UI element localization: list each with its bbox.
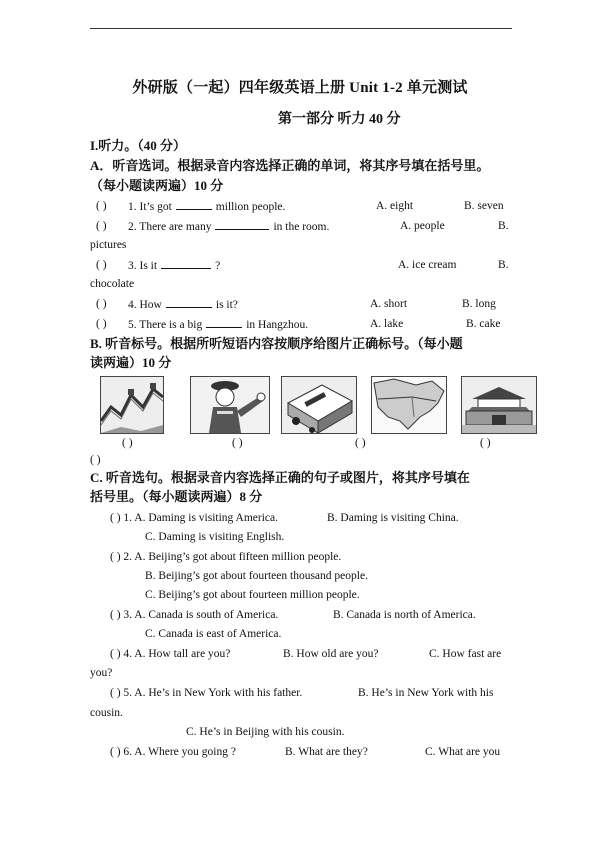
section-c-instruction-2: 括号里。（每小题读两遍）8 分 <box>90 489 263 504</box>
c3-option-b: B. Canada is north of America. <box>333 609 476 621</box>
a3-question <box>128 258 220 273</box>
c5-option-c: C. He’s in Beijing with his cousin. <box>186 726 345 738</box>
a1-pre: 1. It’s got <box>128 201 172 213</box>
a5-option-a: A. lake <box>370 318 404 330</box>
header-rule <box>90 28 512 29</box>
b-paren-5[interactable]: ( ) <box>90 454 101 466</box>
a4-option-b: B. long <box>462 298 496 310</box>
c6-option-b: B. What are they? <box>285 746 368 758</box>
police-officer-image <box>190 376 270 434</box>
a5-option-b: B. cake <box>466 318 501 330</box>
b-paren-3[interactable]: ( ) <box>355 437 366 449</box>
a4-question <box>128 297 238 312</box>
section-c-instruction-1: C. 听音选句。根据录音内容选择正确的句子或图片，将其序号填在 <box>90 470 470 485</box>
a4-paren[interactable]: ( ) <box>96 298 107 310</box>
a3-post: ? <box>215 260 221 272</box>
a4-option-a: A. short <box>370 298 408 310</box>
c2-option-a[interactable]: ( ) 2. A. Beijing’s got about fifteen million people. <box>110 551 342 563</box>
a2-post: in the room. <box>273 221 330 233</box>
c2-option-c: C. Beijing’s got about fourteen million people. <box>145 589 360 601</box>
a1-option-b: B. seven <box>464 200 504 212</box>
c1-option-b: B. Daming is visiting China. <box>327 512 459 524</box>
great-wall-image <box>100 376 164 434</box>
a3-paren[interactable]: ( ) <box>96 259 107 271</box>
c1-option-c: C. Daming is visiting English. <box>145 531 285 543</box>
a4-blank[interactable] <box>166 297 212 308</box>
c1-option-a[interactable]: ( ) 1. A. Daming is visiting America. <box>110 512 279 524</box>
a3-option-a: A. ice cream <box>398 259 457 271</box>
c5-option-a[interactable]: ( ) 5. A. He’s in New York with his father. <box>110 687 303 699</box>
a2-blank[interactable] <box>215 219 269 230</box>
c4-option-c-wrap: you? <box>90 667 113 679</box>
a1-paren[interactable]: ( ) <box>96 200 107 212</box>
tiananmen-image <box>461 376 537 434</box>
a1-option-a: A. eight <box>376 200 414 212</box>
c5-option-b: B. He’s in New York with his <box>358 687 494 699</box>
a3-option-b: B. <box>498 259 509 271</box>
a2-paren[interactable]: ( ) <box>96 220 107 232</box>
c6-option-c: C. What are you <box>425 746 501 758</box>
bus-image <box>281 376 357 434</box>
a2-question <box>128 219 329 234</box>
a1-blank[interactable] <box>176 199 212 210</box>
a2-option-a: A. people <box>400 220 445 232</box>
a5-question <box>128 317 308 332</box>
a2-option-b-wrap: pictures <box>90 239 127 251</box>
a4-post: is it? <box>215 299 238 311</box>
part-subtitle: 第一部分 听力 40 分 <box>278 112 401 127</box>
a5-blank[interactable] <box>206 317 242 328</box>
c2-option-b: B. Beijing’s got about fourteen thousand people. <box>145 570 368 582</box>
c3-option-c: C. Canada is east of America. <box>145 628 282 640</box>
a2-option-b: B. <box>498 220 509 232</box>
a3-blank[interactable] <box>161 258 211 269</box>
c4-option-b: B. How old are you? <box>283 648 379 660</box>
section-a-instruction-2: （每小题读两遍）10 分 <box>90 178 224 193</box>
section-a-instruction-1: A．听音选词。根据录音内容选择正确的单词，将其序号填在括号里。 <box>90 158 490 173</box>
map-image <box>371 376 447 434</box>
c6-option-a[interactable]: ( ) 6. A. Where you going ? <box>110 746 236 758</box>
a5-pre: 5. There is a big <box>128 319 203 331</box>
c3-option-a[interactable]: ( ) 3. A. Canada is south of America. <box>110 609 279 621</box>
b-paren-1[interactable]: ( ) <box>122 437 133 449</box>
a1-post: million people. <box>215 201 286 213</box>
page-title: 外研版（一起）四年级英语上册 Unit 1-2 单元测试 <box>132 80 468 96</box>
a3-pre: 3. Is it <box>128 260 158 272</box>
a5-post: in Hangzhou. <box>246 319 309 331</box>
a4-pre: 4. How <box>128 299 162 311</box>
c4-option-a[interactable]: ( ) 4. A. How tall are you? <box>110 648 231 660</box>
c4-option-c: C. How fast are <box>429 648 502 660</box>
b-paren-4[interactable]: ( ) <box>480 437 491 449</box>
section-b-instruction-1: B. 听音标号。根据所听短语内容按顺序给图片正确标号。（每小题 <box>90 336 463 351</box>
a2-pre: 2. There are many <box>128 221 212 233</box>
a5-paren[interactable]: ( ) <box>96 318 107 330</box>
listening-heading: I.听力。（40 分） <box>90 138 187 153</box>
section-b-instruction-2: 读两遍）10 分 <box>90 355 172 370</box>
a3-option-b-wrap: chocolate <box>90 278 135 290</box>
a1-question <box>128 199 285 214</box>
c5-option-b-wrap: cousin. <box>90 707 123 719</box>
b-paren-2[interactable]: ( ) <box>232 437 243 449</box>
